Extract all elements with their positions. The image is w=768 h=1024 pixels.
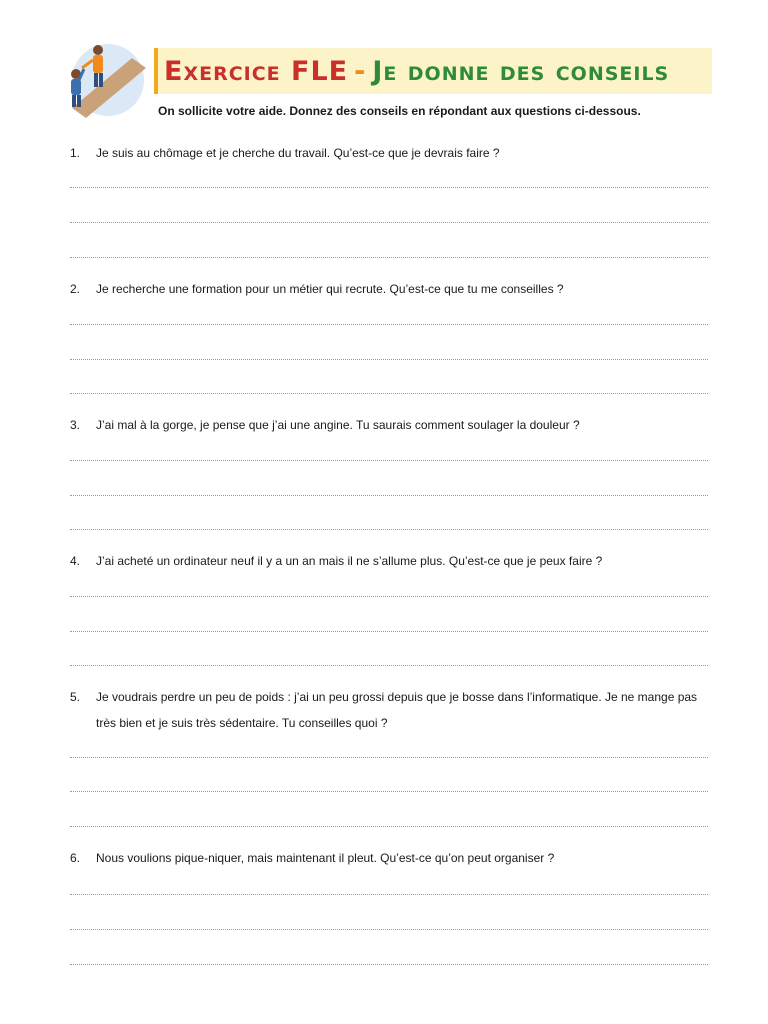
answer-line[interactable] (70, 826, 708, 827)
question-1 (70, 140, 710, 166)
answer-line[interactable] (70, 222, 708, 223)
answer-line[interactable] (70, 964, 708, 965)
answer-line[interactable] (70, 359, 708, 360)
page-title (154, 48, 712, 94)
answer-line[interactable] (70, 791, 708, 792)
answer-line[interactable] (70, 631, 708, 632)
question-text: J’ai acheté un ordinateur neuf il y a un an mais il ne s’allume plus. Qu’est-ce que je peux faire ? (96, 554, 603, 568)
question-number: 3. (70, 418, 81, 432)
question-number: 6. (70, 851, 81, 865)
answer-line[interactable] (70, 393, 708, 394)
answer-line[interactable] (70, 495, 708, 496)
answer-line[interactable] (70, 757, 708, 758)
title-exercise-label: Exercice FLE (164, 55, 349, 87)
answer-line[interactable] (70, 529, 708, 530)
question-3 (70, 412, 710, 438)
question-number: 5. (70, 690, 81, 704)
question-text: Nous voulions pique-niquer, mais maintenant il pleut. Qu’est-ce qu’on peut organiser ? (96, 851, 555, 865)
helping-hand-logo (62, 38, 146, 122)
question-5 (70, 684, 710, 736)
answer-line[interactable] (70, 596, 708, 597)
question-2 (70, 276, 710, 302)
answer-line[interactable] (70, 894, 708, 895)
question-text: Je suis au chômage et je cherche du travail. Qu’est-ce que je devrais faire ? (96, 146, 500, 160)
question-number: 2. (70, 282, 81, 296)
title-separator: - (354, 55, 367, 87)
instructions: On sollicite votre aide. Donnez des conseils en répondant aux questions ci-dessous. (158, 104, 641, 118)
title-topic: Je donne des conseils (372, 55, 670, 87)
question-number: 4. (70, 554, 81, 568)
question-text: Je recherche une formation pour un métier qui recrute. Qu’est-ce que tu me conseilles ? (96, 282, 564, 296)
question-text: Je voudrais perdre un peu de poids : j’ai un peu grossi depuis que je bosse dans l’informatique. Je ne mange pas très bien et je suis très sédentaire. Tu conseilles quoi ? (96, 690, 698, 730)
answer-line[interactable] (70, 929, 708, 930)
question-text: J’ai mal à la gorge, je pense que j’ai une angine. Tu saurais comment soulager la douleur ? (96, 418, 580, 432)
answer-line[interactable] (70, 460, 708, 461)
answer-line[interactable] (70, 665, 708, 666)
question-6 (70, 845, 710, 871)
question-4 (70, 548, 710, 574)
answer-line[interactable] (70, 257, 708, 258)
answer-line[interactable] (70, 187, 708, 188)
answer-line[interactable] (70, 324, 708, 325)
question-number: 1. (70, 146, 81, 160)
